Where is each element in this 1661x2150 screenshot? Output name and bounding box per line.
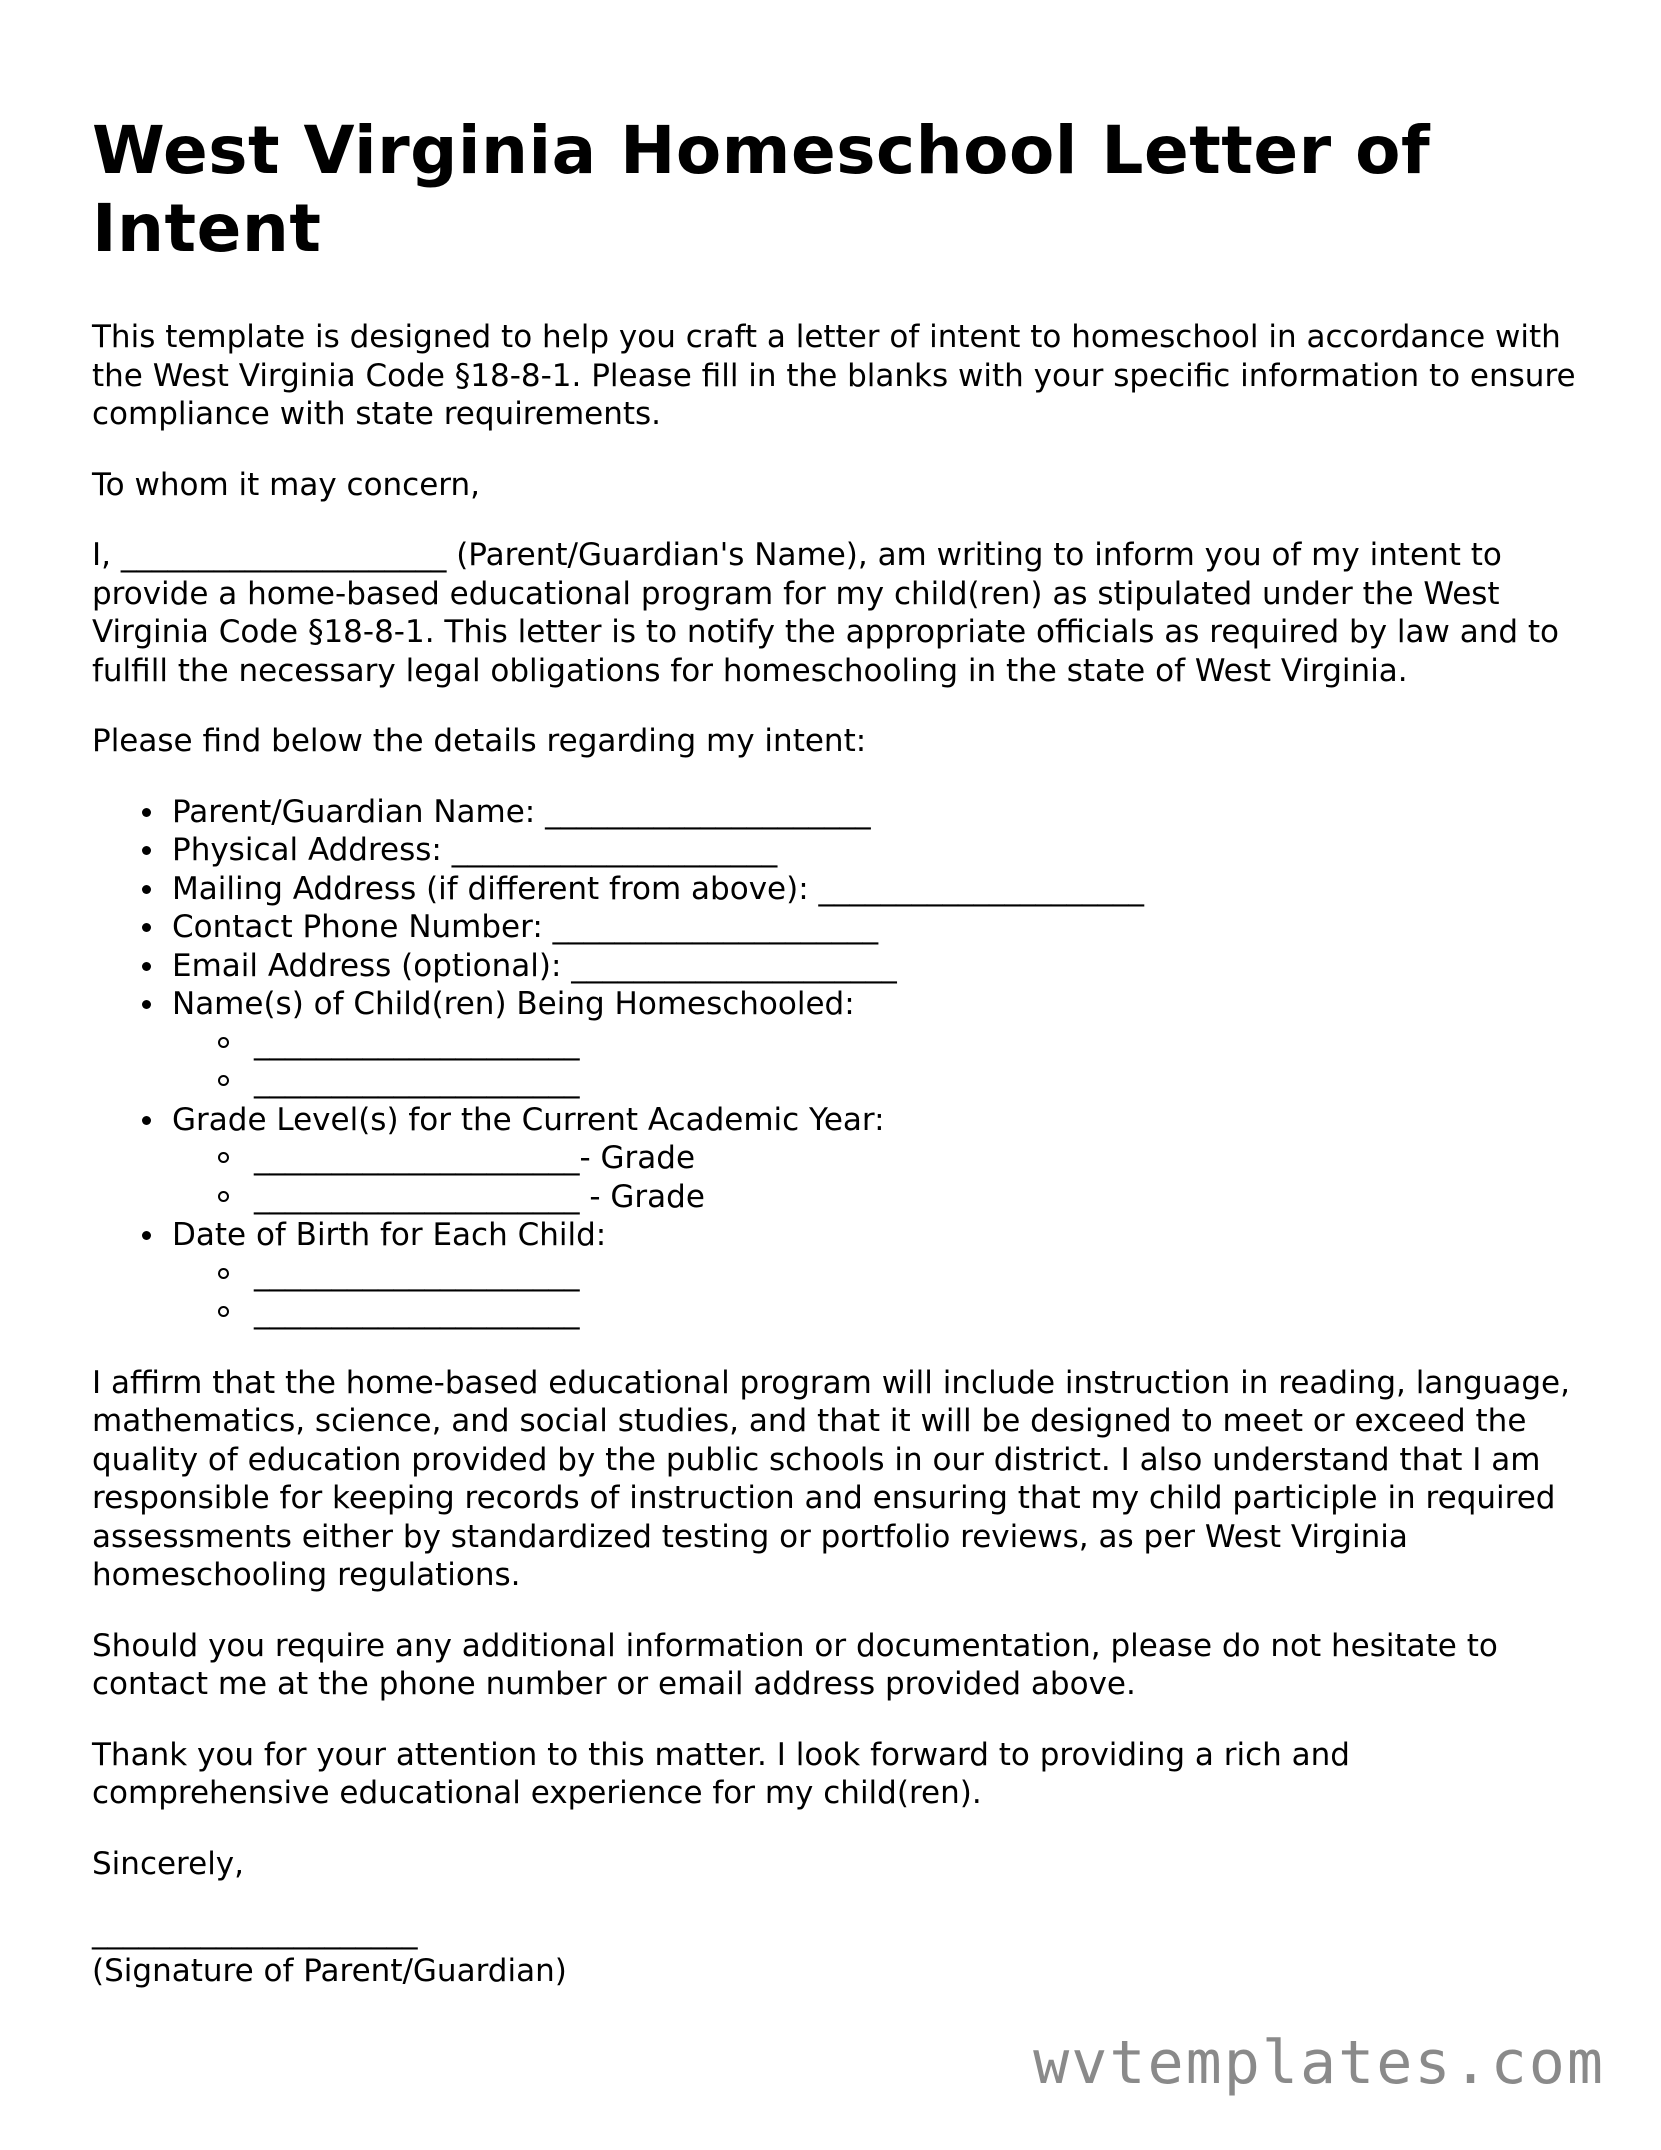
sub-list-item: _____________________ bbox=[254, 1024, 1592, 1063]
list-item-mailing-address: Mailing Address (if different from above): _____________________ bbox=[172, 870, 1592, 909]
intro-paragraph: This template is designed to help you craft a letter of intent to homeschool in accordance with the West Virginia Code §18-8-1. Please fill in the blanks with your specific information to ensure compliance with state requirements. bbox=[92, 319, 1576, 432]
thanks-paragraph: Thank you for your attention to this matter. I look forward to providing a rich and comprehensive educational experience for my child(ren). bbox=[92, 1736, 1350, 1811]
list-item-physical-address: Physical Address: _____________________ bbox=[172, 831, 1592, 870]
sub-list-item: _____________________ bbox=[254, 1062, 1592, 1101]
signature-label: (Signature of Parent/Guardian) bbox=[92, 1952, 567, 1989]
list-item-phone: Contact Phone Number: _____________________ bbox=[172, 908, 1592, 947]
signature-line: _____________________ bbox=[92, 1914, 418, 1950]
sub-list-item: _____________________ bbox=[254, 1255, 1592, 1294]
grade-levels-sublist bbox=[172, 1139, 1592, 1216]
list-item-email: Email Address (optional): _____________________ bbox=[172, 947, 1592, 986]
list-item-parent-name: Parent/Guardian Name: _____________________ bbox=[172, 793, 1592, 832]
contact-paragraph: Should you require any additional information or documentation, please do not hesitate to contact me at the phone number or email address provided above. bbox=[92, 1627, 1498, 1702]
list-item-children-names bbox=[172, 985, 1592, 1101]
affirmation-paragraph: I affirm that the home-based educational program will include instruction in reading, language, mathematics, science, and social studies, and that it will be designed to meet or exceed the quality of education provided by the public schools in our district. I also understand that I am responsible for keeping records of instruction and ensuring that my child participle in required assessments either by standardized testing or portfolio reviews, as per West Virginia homeschooling regulations. bbox=[92, 1364, 1570, 1593]
grade-levels-label: Grade Level(s) for the Current Academic Year: bbox=[172, 1101, 885, 1138]
list-item-birth-dates bbox=[172, 1216, 1592, 1332]
intent-statement: I, _____________________ (Parent/Guardian's Name), am writing to inform you of my intent to provide a home-based educational program for my child(ren) as stipulated under the West Virginia Code §18-8-1. This letter is to notify the appropriate officials as required by law and to fulfill the necessary legal obligations for homeschooling in the state of West Virginia. bbox=[92, 537, 1560, 689]
details-intro: Please find below the details regarding my intent: bbox=[92, 723, 867, 759]
details-list bbox=[92, 793, 1592, 1332]
page-title: West Virginia Homeschool Letter of Intent bbox=[92, 112, 1431, 267]
birth-dates-label: Date of Birth for Each Child: bbox=[172, 1217, 607, 1253]
sub-list-item: _____________________ bbox=[254, 1293, 1592, 1332]
birth-dates-sublist bbox=[172, 1255, 1592, 1332]
salutation: To whom it may concern, bbox=[92, 466, 480, 503]
children-names-label: Name(s) of Child(ren) Being Homeschooled: bbox=[172, 986, 855, 1022]
sub-list-item: _____________________ - Grade bbox=[254, 1178, 1592, 1217]
sub-list-item: _____________________- Grade bbox=[254, 1139, 1592, 1178]
closing: Sincerely, bbox=[92, 1845, 245, 1882]
watermark: wvtemplates.com bbox=[1033, 2028, 1605, 2098]
letter-page bbox=[92, 112, 1592, 1990]
list-item-grade-levels bbox=[172, 1101, 1592, 1217]
children-names-sublist bbox=[172, 1024, 1592, 1101]
